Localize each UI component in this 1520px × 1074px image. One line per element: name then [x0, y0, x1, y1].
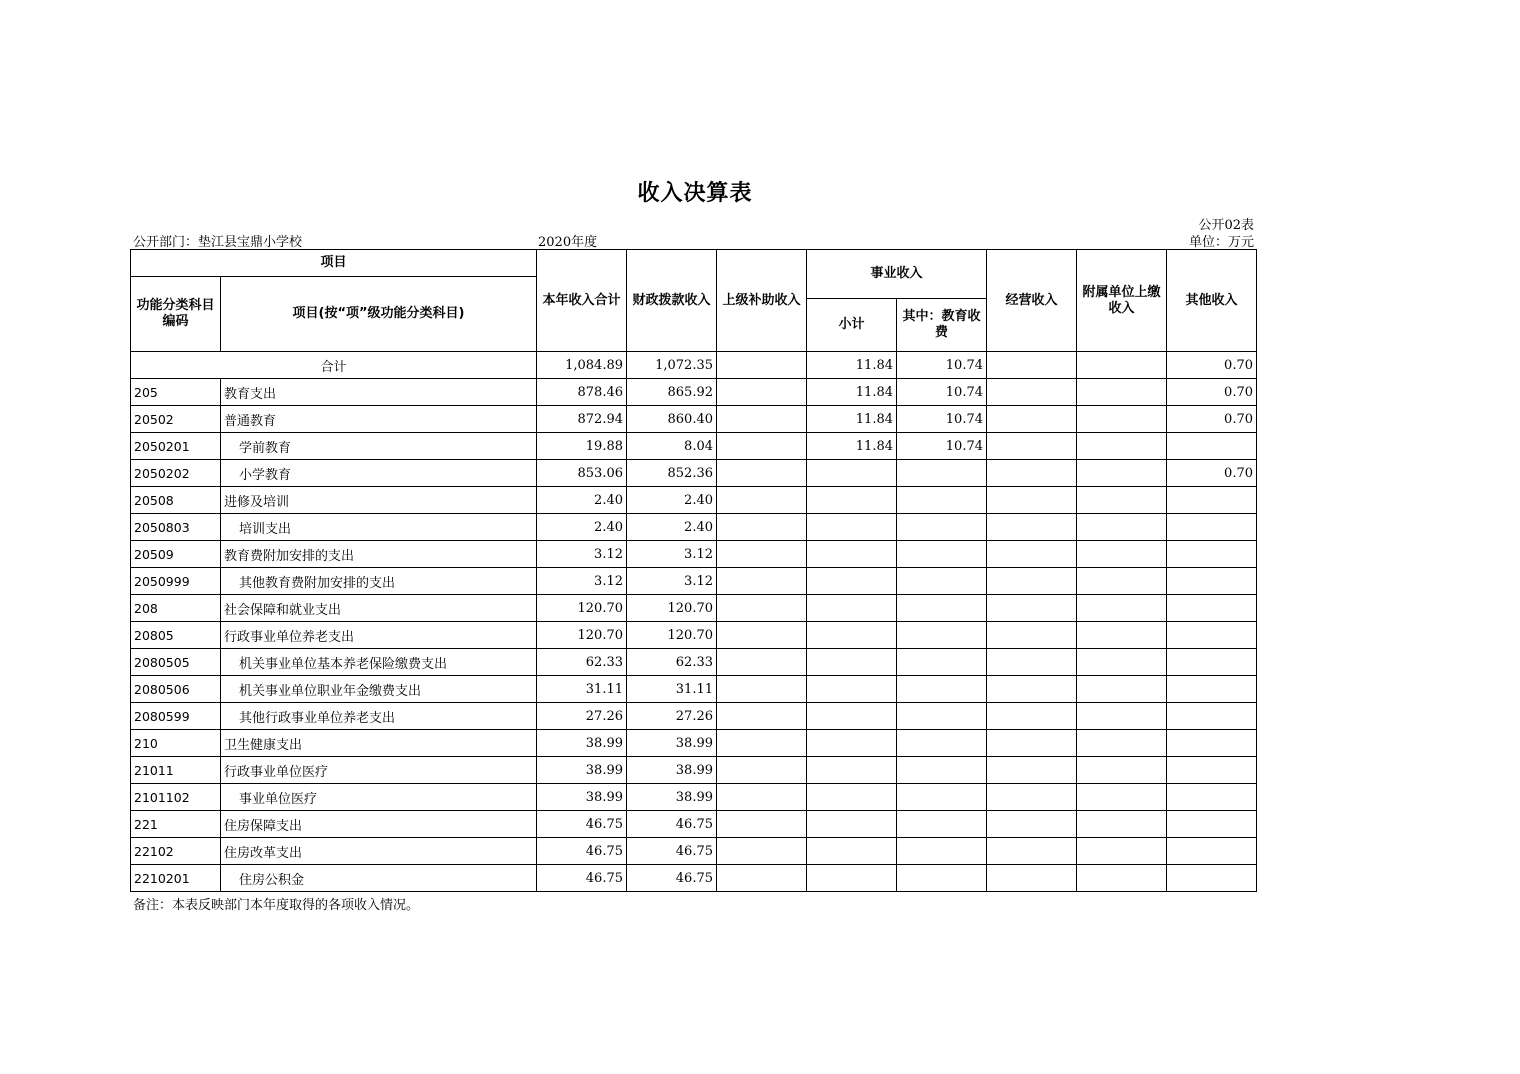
- cell-other: [1167, 541, 1257, 568]
- cell-operating: [987, 433, 1077, 460]
- table-row: [131, 757, 1257, 784]
- cell-fiscal: 2.40: [627, 487, 717, 514]
- cell-total: 19.88: [537, 433, 627, 460]
- summary-subtotal: 11.84: [807, 352, 897, 379]
- cell-fiscal: 46.75: [627, 811, 717, 838]
- income-table: [130, 249, 1257, 892]
- cell-fiscal: 120.70: [627, 595, 717, 622]
- cell-code: 21011: [131, 757, 221, 784]
- cell-fiscal: 31.11: [627, 676, 717, 703]
- cell-fiscal: 865.92: [627, 379, 717, 406]
- cell-fiscal: 46.75: [627, 838, 717, 865]
- cell-edu-fee: [897, 676, 987, 703]
- cell-total: 46.75: [537, 865, 627, 892]
- cell-superior: [717, 730, 807, 757]
- cell-fiscal: 852.36: [627, 460, 717, 487]
- cell-subtotal: [807, 541, 897, 568]
- table-row: [131, 703, 1257, 730]
- table-row: [131, 514, 1257, 541]
- header-business: 事业收入: [807, 250, 987, 299]
- cell-total: 120.70: [537, 622, 627, 649]
- cell-edu-fee: [897, 460, 987, 487]
- cell-superior: [717, 676, 807, 703]
- header-affiliated: 附属单位上缴收入: [1077, 250, 1167, 352]
- cell-other: 0.70: [1167, 406, 1257, 433]
- cell-affiliated: [1077, 568, 1167, 595]
- cell-affiliated: [1077, 460, 1167, 487]
- cell-other: [1167, 487, 1257, 514]
- cell-code: 2080599: [131, 703, 221, 730]
- cell-other: 0.70: [1167, 460, 1257, 487]
- cell-fiscal: 8.04: [627, 433, 717, 460]
- cell-subtotal: [807, 757, 897, 784]
- cell-name: 培训支出: [221, 514, 537, 541]
- cell-operating: [987, 703, 1077, 730]
- cell-subtotal: [807, 514, 897, 541]
- cell-edu-fee: [897, 568, 987, 595]
- cell-operating: [987, 514, 1077, 541]
- cell-name: 事业单位医疗: [221, 784, 537, 811]
- cell-name: 其他教育费附加安排的支出: [221, 568, 537, 595]
- table-row: [131, 460, 1257, 487]
- cell-other: [1167, 784, 1257, 811]
- cell-edu-fee: [897, 595, 987, 622]
- cell-subtotal: 11.84: [807, 379, 897, 406]
- cell-edu-fee: [897, 514, 987, 541]
- cell-fiscal: 27.26: [627, 703, 717, 730]
- table-row: [131, 676, 1257, 703]
- cell-operating: [987, 649, 1077, 676]
- cell-affiliated: [1077, 649, 1167, 676]
- cell-superior: [717, 703, 807, 730]
- summary-affiliated: [1077, 352, 1167, 379]
- table-row: [131, 622, 1257, 649]
- header-code: 功能分类科目编码: [131, 277, 221, 352]
- cell-operating: [987, 784, 1077, 811]
- cell-code: 2050999: [131, 568, 221, 595]
- cell-affiliated: [1077, 676, 1167, 703]
- cell-operating: [987, 811, 1077, 838]
- cell-superior: [717, 757, 807, 784]
- cell-total: 38.99: [537, 757, 627, 784]
- cell-subtotal: [807, 487, 897, 514]
- cell-code: 2050201: [131, 433, 221, 460]
- cell-operating: [987, 595, 1077, 622]
- cell-superior: [717, 406, 807, 433]
- cell-fiscal: 38.99: [627, 757, 717, 784]
- cell-subtotal: [807, 865, 897, 892]
- cell-affiliated: [1077, 514, 1167, 541]
- form-number: 公开02表: [1198, 218, 1254, 233]
- cell-total: 120.70: [537, 595, 627, 622]
- table-row: [131, 379, 1257, 406]
- cell-other: [1167, 595, 1257, 622]
- table-row: [131, 730, 1257, 757]
- cell-code: 2050202: [131, 460, 221, 487]
- cell-total: 2.40: [537, 487, 627, 514]
- cell-subtotal: 11.84: [807, 433, 897, 460]
- table-row: [131, 838, 1257, 865]
- cell-code: 2210201: [131, 865, 221, 892]
- cell-fiscal: 860.40: [627, 406, 717, 433]
- cell-subtotal: [807, 811, 897, 838]
- cell-name: 住房保障支出: [221, 811, 537, 838]
- header-row-1: [131, 250, 1257, 277]
- table-row: [131, 649, 1257, 676]
- cell-total: 46.75: [537, 811, 627, 838]
- cell-operating: [987, 757, 1077, 784]
- summary-row: [131, 352, 1257, 379]
- cell-subtotal: [807, 595, 897, 622]
- cell-affiliated: [1077, 811, 1167, 838]
- cell-fiscal: 38.99: [627, 784, 717, 811]
- cell-affiliated: [1077, 730, 1167, 757]
- cell-edu-fee: [897, 487, 987, 514]
- cell-operating: [987, 730, 1077, 757]
- header-subtotal: 小计: [807, 299, 897, 352]
- cell-total: 3.12: [537, 541, 627, 568]
- cell-name: 住房改革支出: [221, 838, 537, 865]
- table-row: [131, 784, 1257, 811]
- cell-edu-fee: [897, 622, 987, 649]
- cell-affiliated: [1077, 703, 1167, 730]
- cell-code: 22102: [131, 838, 221, 865]
- cell-affiliated: [1077, 622, 1167, 649]
- table-row: [131, 433, 1257, 460]
- cell-code: 2101102: [131, 784, 221, 811]
- cell-subtotal: [807, 649, 897, 676]
- cell-code: 221: [131, 811, 221, 838]
- cell-operating: [987, 865, 1077, 892]
- cell-code: 20502: [131, 406, 221, 433]
- cell-name: 机关事业单位基本养老保险缴费支出: [221, 649, 537, 676]
- header-project: 项目: [131, 250, 537, 277]
- cell-edu-fee: [897, 811, 987, 838]
- cell-fiscal: 2.40: [627, 514, 717, 541]
- summary-fiscal: 1,072.35: [627, 352, 717, 379]
- cell-edu-fee: [897, 838, 987, 865]
- header-other: 其他收入: [1167, 250, 1257, 352]
- summary-superior: [717, 352, 807, 379]
- cell-edu-fee: [897, 865, 987, 892]
- cell-code: 2050803: [131, 514, 221, 541]
- cell-superior: [717, 865, 807, 892]
- cell-operating: [987, 838, 1077, 865]
- cell-subtotal: [807, 460, 897, 487]
- table-body: [131, 250, 1257, 892]
- cell-superior: [717, 649, 807, 676]
- header-fiscal: 财政拨款收入: [627, 250, 717, 352]
- cell-name: 其他行政事业单位养老支出: [221, 703, 537, 730]
- cell-name: 行政事业单位医疗: [221, 757, 537, 784]
- cell-other: [1167, 514, 1257, 541]
- cell-other: 0.70: [1167, 379, 1257, 406]
- cell-fiscal: 3.12: [627, 541, 717, 568]
- summary-operating: [987, 352, 1077, 379]
- summary-other: 0.70: [1167, 352, 1257, 379]
- cell-name: 小学教育: [221, 460, 537, 487]
- cell-edu-fee: 10.74: [897, 406, 987, 433]
- cell-name: 教育支出: [221, 379, 537, 406]
- cell-total: 878.46: [537, 379, 627, 406]
- table-row: [131, 541, 1257, 568]
- cell-other: [1167, 811, 1257, 838]
- cell-name: 教育费附加安排的支出: [221, 541, 537, 568]
- cell-operating: [987, 676, 1077, 703]
- cell-total: 31.11: [537, 676, 627, 703]
- cell-operating: [987, 406, 1077, 433]
- cell-other: [1167, 838, 1257, 865]
- cell-code: 20508: [131, 487, 221, 514]
- table-row: [131, 811, 1257, 838]
- cell-operating: [987, 568, 1077, 595]
- cell-code: 20805: [131, 622, 221, 649]
- header-edu-fee: 其中：教育收费: [897, 299, 987, 352]
- cell-subtotal: [807, 568, 897, 595]
- cell-edu-fee: [897, 730, 987, 757]
- cell-subtotal: [807, 784, 897, 811]
- cell-name: 学前教育: [221, 433, 537, 460]
- cell-total: 3.12: [537, 568, 627, 595]
- cell-other: [1167, 568, 1257, 595]
- cell-total: 38.99: [537, 784, 627, 811]
- cell-edu-fee: [897, 541, 987, 568]
- cell-subtotal: [807, 622, 897, 649]
- cell-superior: [717, 379, 807, 406]
- summary-edu-fee: 10.74: [897, 352, 987, 379]
- unit-label: 单位：万元: [1188, 235, 1254, 250]
- cell-total: 872.94: [537, 406, 627, 433]
- cell-total: 2.40: [537, 514, 627, 541]
- cell-name: 行政事业单位养老支出: [221, 622, 537, 649]
- cell-other: [1167, 676, 1257, 703]
- cell-operating: [987, 622, 1077, 649]
- cell-affiliated: [1077, 541, 1167, 568]
- cell-fiscal: 3.12: [627, 568, 717, 595]
- cell-total: 62.33: [537, 649, 627, 676]
- cell-affiliated: [1077, 433, 1167, 460]
- department-label: 公开部门：垫江县宝鼎小学校: [133, 235, 303, 250]
- cell-edu-fee: 10.74: [897, 433, 987, 460]
- summary-total: 1,084.89: [537, 352, 627, 379]
- page-title: 收入决算表: [637, 181, 753, 206]
- table-row: [131, 406, 1257, 433]
- cell-superior: [717, 568, 807, 595]
- cell-superior: [717, 811, 807, 838]
- cell-other: [1167, 757, 1257, 784]
- cell-superior: [717, 487, 807, 514]
- year-label: 2020年度: [538, 235, 598, 250]
- cell-fiscal: 62.33: [627, 649, 717, 676]
- cell-superior: [717, 541, 807, 568]
- cell-fiscal: 46.75: [627, 865, 717, 892]
- cell-superior: [717, 595, 807, 622]
- cell-affiliated: [1077, 595, 1167, 622]
- cell-operating: [987, 541, 1077, 568]
- cell-total: 853.06: [537, 460, 627, 487]
- cell-operating: [987, 487, 1077, 514]
- cell-other: [1167, 865, 1257, 892]
- header-superior: 上级补助收入: [717, 250, 807, 352]
- cell-name: 普通教育: [221, 406, 537, 433]
- cell-edu-fee: [897, 649, 987, 676]
- cell-superior: [717, 460, 807, 487]
- cell-code: 2080506: [131, 676, 221, 703]
- cell-name: 社会保障和就业支出: [221, 595, 537, 622]
- table-row: [131, 568, 1257, 595]
- cell-fiscal: 38.99: [627, 730, 717, 757]
- cell-superior: [717, 433, 807, 460]
- cell-affiliated: [1077, 838, 1167, 865]
- cell-edu-fee: [897, 703, 987, 730]
- cell-code: 208: [131, 595, 221, 622]
- cell-subtotal: [807, 838, 897, 865]
- cell-superior: [717, 784, 807, 811]
- cell-edu-fee: 10.74: [897, 379, 987, 406]
- cell-code: 20509: [131, 541, 221, 568]
- table-row: [131, 865, 1257, 892]
- cell-total: 27.26: [537, 703, 627, 730]
- summary-label: 合计: [131, 352, 537, 379]
- cell-other: [1167, 433, 1257, 460]
- cell-operating: [987, 460, 1077, 487]
- cell-fiscal: 120.70: [627, 622, 717, 649]
- cell-superior: [717, 514, 807, 541]
- cell-name: 进修及培训: [221, 487, 537, 514]
- cell-edu-fee: [897, 784, 987, 811]
- cell-code: 210: [131, 730, 221, 757]
- cell-name: 机关事业单位职业年金缴费支出: [221, 676, 537, 703]
- cell-subtotal: [807, 703, 897, 730]
- cell-affiliated: [1077, 487, 1167, 514]
- cell-affiliated: [1077, 379, 1167, 406]
- cell-subtotal: [807, 730, 897, 757]
- cell-affiliated: [1077, 406, 1167, 433]
- cell-subtotal: 11.84: [807, 406, 897, 433]
- footnote: 备注：本表反映部门本年度取得的各项收入情况。: [133, 898, 420, 913]
- table-row: [131, 487, 1257, 514]
- cell-superior: [717, 838, 807, 865]
- cell-operating: [987, 379, 1077, 406]
- header-name: 项目(按“项”级功能分类科目): [221, 277, 537, 352]
- cell-name: 住房公积金: [221, 865, 537, 892]
- cell-total: 38.99: [537, 730, 627, 757]
- cell-other: [1167, 649, 1257, 676]
- cell-affiliated: [1077, 784, 1167, 811]
- cell-total: 46.75: [537, 838, 627, 865]
- table-row: [131, 595, 1257, 622]
- cell-code: 205: [131, 379, 221, 406]
- cell-superior: [717, 622, 807, 649]
- cell-other: [1167, 622, 1257, 649]
- cell-code: 2080505: [131, 649, 221, 676]
- cell-name: 卫生健康支出: [221, 730, 537, 757]
- cell-other: [1167, 703, 1257, 730]
- cell-affiliated: [1077, 757, 1167, 784]
- cell-edu-fee: [897, 757, 987, 784]
- header-total: 本年收入合计: [537, 250, 627, 352]
- cell-affiliated: [1077, 865, 1167, 892]
- cell-subtotal: [807, 676, 897, 703]
- header-operating: 经营收入: [987, 250, 1077, 352]
- cell-other: [1167, 730, 1257, 757]
